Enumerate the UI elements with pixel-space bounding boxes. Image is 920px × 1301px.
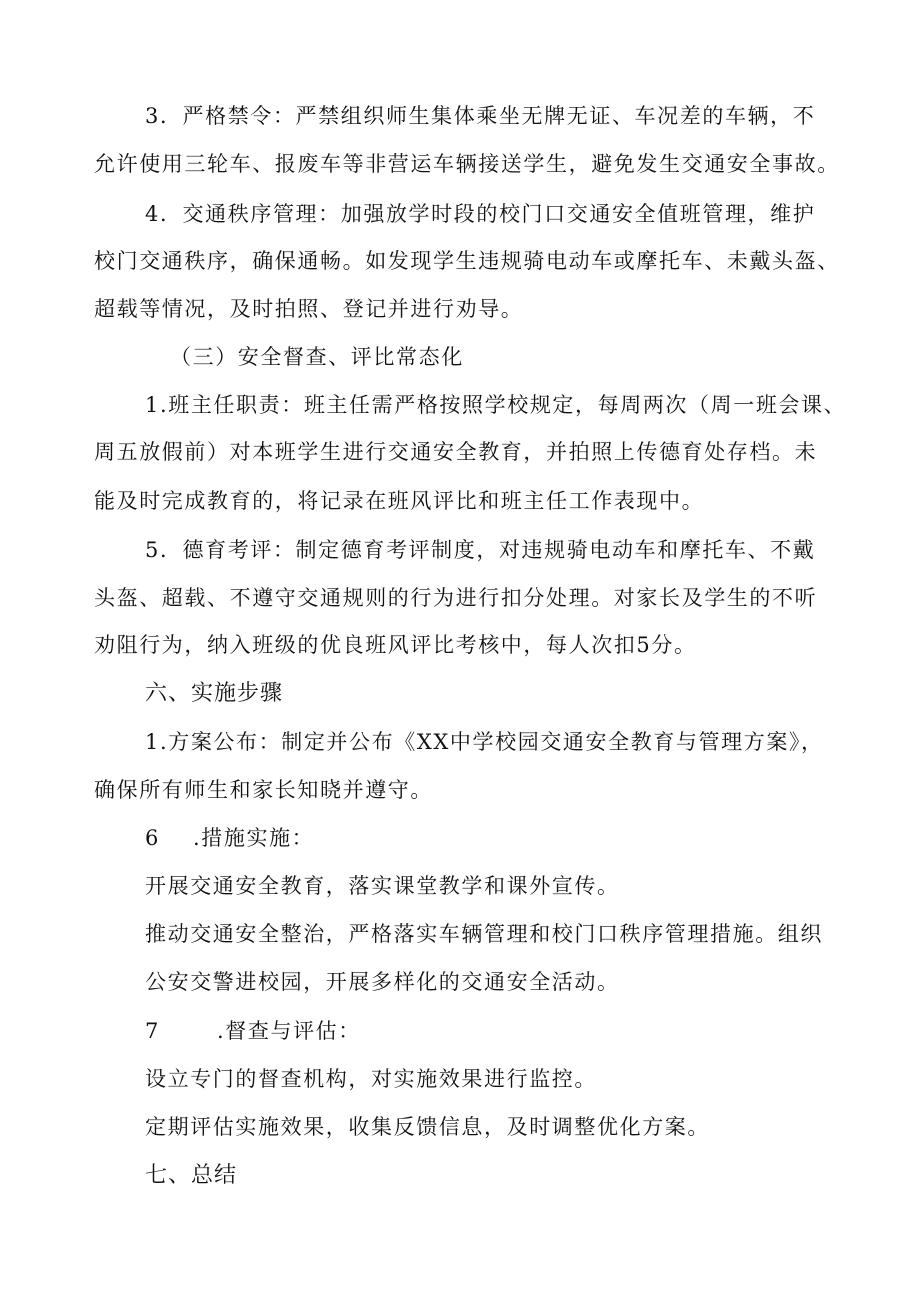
paragraph-line: 开展交通安全教育，落实课堂教学和课外宣传。 xyxy=(145,874,620,898)
paragraph-line: 校门交通秩序，确保通畅。如发现学生违规骑电动车或摩托车、未戴头盔、 xyxy=(94,249,840,273)
numbered-item-heading xyxy=(145,1016,361,1046)
paragraph-line: 设立专门的督查机构，对实施效果进行监控。 xyxy=(145,1067,597,1091)
paragraph-line: 周五放假前）对本班学生进行交通安全教育，并拍照上传德育处存档。未 xyxy=(94,440,818,464)
paragraph-line: 5．德育考评：制定德育考评制度，对违规骑电动车和摩托车、不戴 xyxy=(145,538,816,562)
paragraph-line: 推动交通安全整治，严格落实车辆管理和校门口秩序管理措施。组织 xyxy=(145,922,823,946)
paragraph-line: 定期评估实施效果，收集反馈信息，及时调整优化方案。 xyxy=(145,1115,710,1139)
item-title: .督查与评估： xyxy=(217,1019,361,1043)
paragraph-line: 公安交警进校园，开展多样化的交通安全活动。 xyxy=(145,970,620,994)
paragraph-line: 确保所有师生和家长知晓并遵守。 xyxy=(94,778,433,802)
paragraph-line: 1.班主任职责：班主任需严格按照学校规定，每周两次（周一班会课、 xyxy=(145,393,847,417)
paragraph-line: 超载等情况，及时拍照、登记并进行劝导。 xyxy=(94,297,524,321)
paragraph-line: 头盔、超载、不遵守交通规则的行为进行扣分处理。对家长及学生的不听 xyxy=(94,586,818,610)
section-heading: 六、实施步骤 xyxy=(145,681,284,706)
item-number: 6 xyxy=(145,826,160,850)
item-title: .措施实施： xyxy=(193,826,315,850)
numbered-item-heading xyxy=(145,823,314,853)
paragraph-line: 4．交通秩序管理：加强放学时段的校门口交通安全值班管理，维护 xyxy=(145,202,816,226)
paragraph-line: 1.方案公布：制定并公布《XX中学校园交通安全教育与管理方案》， xyxy=(145,730,824,754)
paragraph-line: 3．严格禁令：严禁组织师生集体乘坐无牌无证、车况差的车辆，不 xyxy=(145,104,816,128)
paragraph-line: 劝阻行为，纳入班级的优良班风评比考核中，每人次扣5分。 xyxy=(94,633,697,657)
section-heading: 七、总结 xyxy=(145,1163,238,1188)
item-number: 7 xyxy=(145,1019,160,1043)
subsection-heading: （三）安全督查、评比常态化 xyxy=(170,345,464,369)
paragraph-line: 允许使用三轮车、报废车等非营运车辆接送学生，避免发生交通安全事故。 xyxy=(94,152,840,176)
paragraph-line: 能及时完成教育的，将记录在班风评比和班主任工作表现中。 xyxy=(94,489,705,513)
